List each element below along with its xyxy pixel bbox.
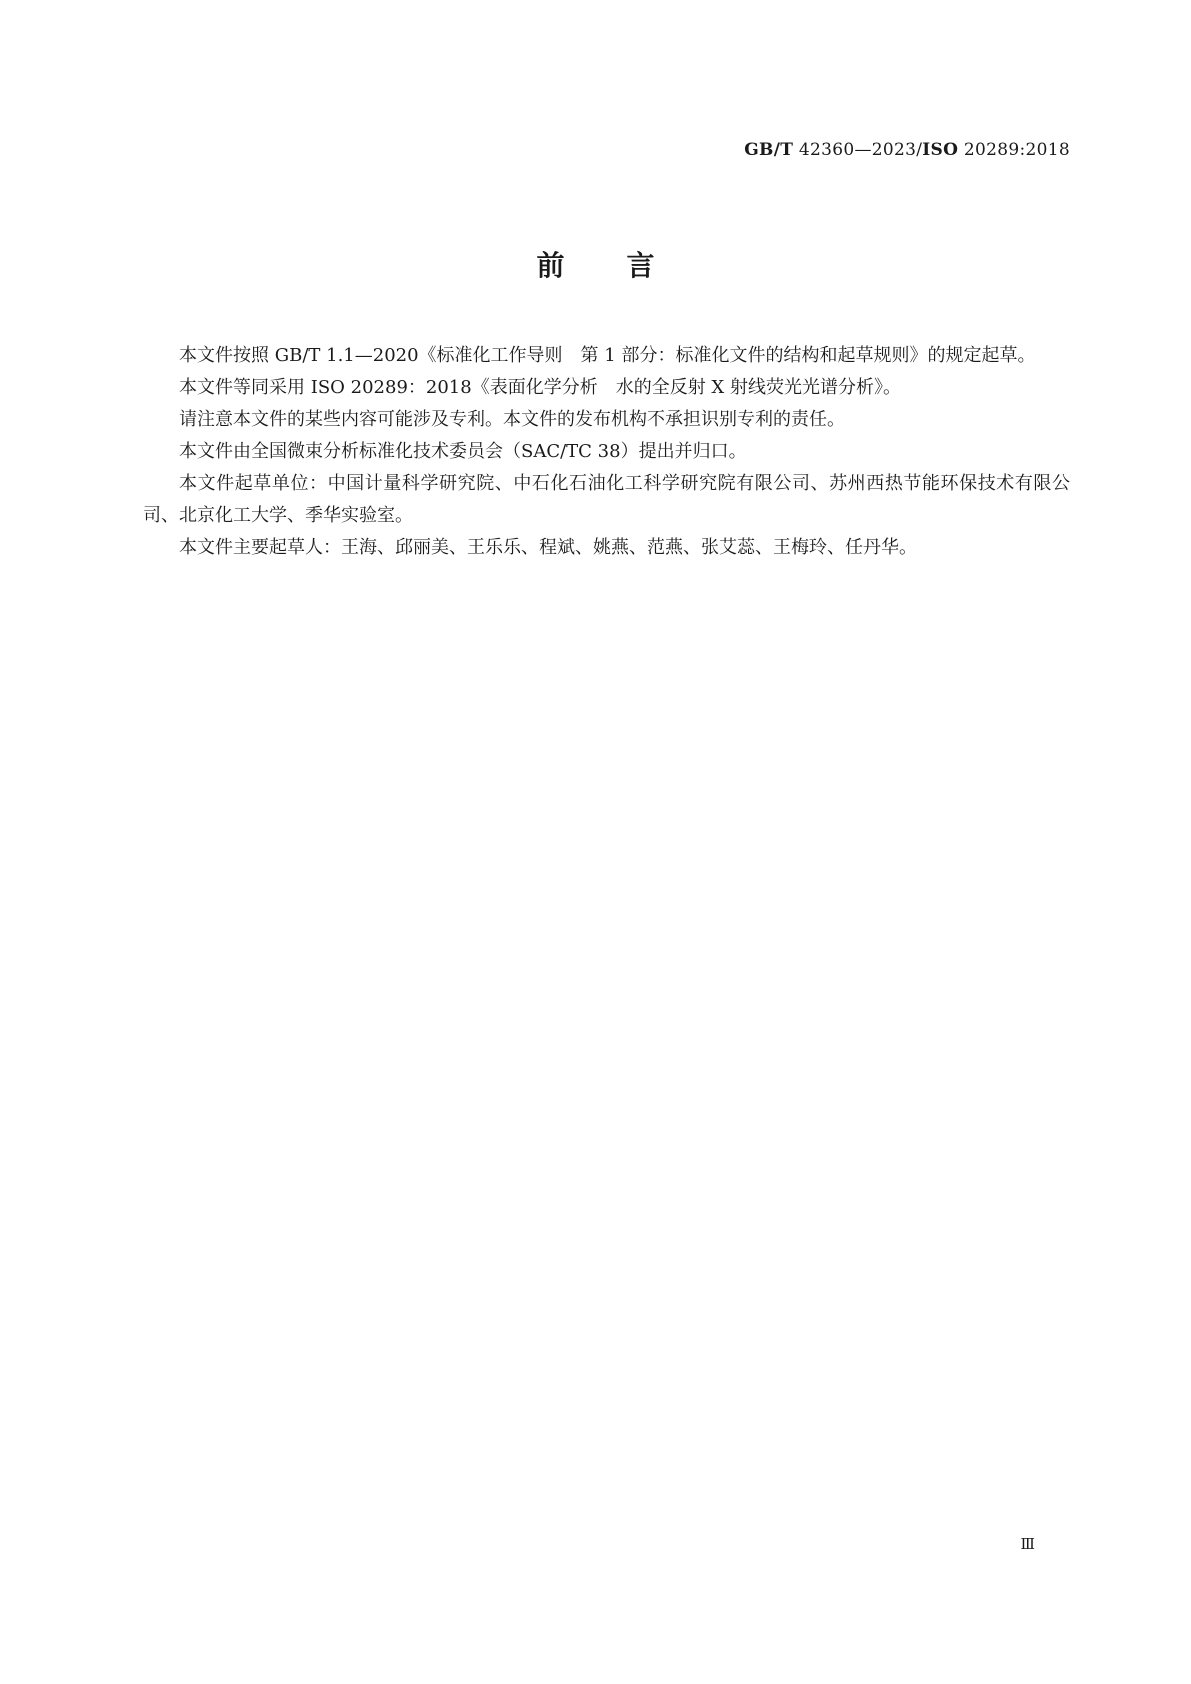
foreword-body <box>143 340 1070 564</box>
standard-code-iso: ISO <box>922 140 959 160</box>
standard-code-header <box>744 140 1070 160</box>
standard-code-number: 42360—2023/ <box>793 140 923 160</box>
standard-code-iso-number: 20289:2018 <box>958 140 1070 160</box>
page-title: 前言 <box>536 249 717 282</box>
standard-code-prefix: GB/T <box>744 140 794 160</box>
paragraph-committee: 本文件由全国微束分析标准化技术委员会（SAC/TC 38）提出并归口。 <box>179 441 747 462</box>
paragraph-patent-notice: 请注意本文件的某些内容可能涉及专利。本文件的发布机构不承担识别专利的责任。 <box>179 409 845 430</box>
page-number: Ⅲ <box>1020 1535 1035 1553</box>
paragraph-drafting-rules: 本文件按照 GB/T 1.1—2020《标准化工作导则 第 1 部分：标准化文件的结构和起草规则》的规定起草。 <box>179 345 1036 366</box>
paragraph-adoption: 本文件等同采用 ISO 20289：2018《表面化学分析 水的全反射 X 射线荧光光谱分析》。 <box>179 377 901 398</box>
paragraph-drafting-units: 本文件起草单位：中国计量科学研究院、中石化石油化工科学研究院有限公司、苏州西热节能环保技术有限公司、北京化工大学、季华实验室。 <box>143 473 1070 526</box>
paragraph-drafters: 本文件主要起草人：王海、邱丽美、王乐乐、程斌、姚燕、范燕、张艾蕊、王梅玲、任丹华。 <box>179 537 917 558</box>
